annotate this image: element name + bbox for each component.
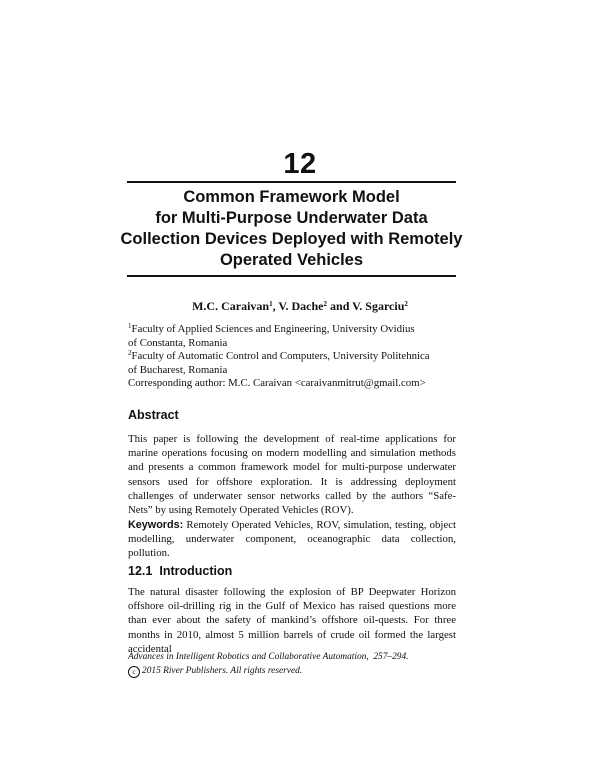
keywords-label: Keywords: [128, 519, 184, 531]
chapter-title-line: for Multi-Purpose Underwater Data [155, 209, 428, 227]
affiliation-text: Corresponding author: M.C. Caraivan <caraivanmitrut@gmail.com> [128, 377, 426, 390]
copyright-line [128, 665, 409, 679]
author-affiliation-mark: 2 [323, 300, 328, 308]
author-list [0, 299, 600, 314]
chapter-number: 12 [283, 148, 317, 180]
affiliation-text: Faculty of Automatic Control and Computers, University Politehnica [131, 350, 430, 363]
introduction-body: The natural disaster following the explosion of BP Deepwater Horizon offshore oil-drilling rig in the Gulf of Mexico has raised questions more than ever about the safety of mankind’s offshore oil-quests. For three months in 2010, almost 5 million barrels of crude oil formed the largest accidental [128, 586, 456, 655]
author-affiliation-mark: 2 [404, 300, 408, 308]
affiliation-mark: 2 [128, 349, 132, 358]
author-name: M.C. Caraivan [192, 299, 270, 313]
abstract-body: This paper is following the development of real-time applications for marine operations focusing on modern modelling and simulation methods and presents a common framework model for multi-purpose underwater sensors used for offshore exploration. It is addressing deployment challenges of underwater sensor networks called by the authors “Safe-Nets” by using Remotely Operated Vehicles (ROV). [128, 433, 456, 517]
affiliation-line [128, 323, 468, 337]
affiliation-text: Faculty of Applied Sciences and Engineering, University Ovidius [131, 323, 415, 335]
keywords-text: Remotely Operated Vehicles, ROV, simulation, testing, object modelling, underwater component, oceanographic data collection, pollution. [128, 519, 456, 560]
affiliations [128, 323, 468, 391]
keywords [128, 518, 456, 561]
chapter-title-line: Common Framework Model [183, 188, 400, 206]
author-name: V. Sgarciu [352, 299, 405, 313]
copyright-text: 2015 River Publishers. All rights reserved. [142, 665, 303, 676]
book-citation: Advances in Intelligent Robotics and Collaborative Automation, 257–294. [128, 652, 409, 662]
author-affiliation-mark: 1 [269, 300, 273, 308]
section-title: Introduction [159, 564, 233, 578]
author-name: V. Dache [278, 299, 324, 313]
title-bottom-rule [127, 275, 456, 277]
section-number: 12.1 [128, 564, 153, 578]
chapter-title [110, 187, 473, 271]
author-separator: and [327, 299, 353, 313]
chapter-title-line: Operated Vehicles [219, 251, 364, 269]
title-top-rule [127, 181, 456, 183]
author-separator: , [272, 299, 279, 313]
abstract-heading: Abstract [128, 408, 179, 422]
affiliation-line [128, 337, 468, 351]
corresponding-author [128, 377, 468, 391]
affiliation-mark: 1 [128, 322, 132, 330]
page-footer [128, 651, 409, 678]
chapter-title-line: Collection Devices Deployed with Remotely [120, 230, 463, 248]
affiliation-line [128, 350, 468, 364]
introduction-heading [128, 564, 232, 578]
affiliation-text: of Constanta, Romania [128, 336, 228, 349]
affiliation-text: of Bucharest, Romania [128, 363, 228, 376]
affiliation-line [128, 364, 468, 378]
copyright-icon: c [128, 666, 140, 678]
